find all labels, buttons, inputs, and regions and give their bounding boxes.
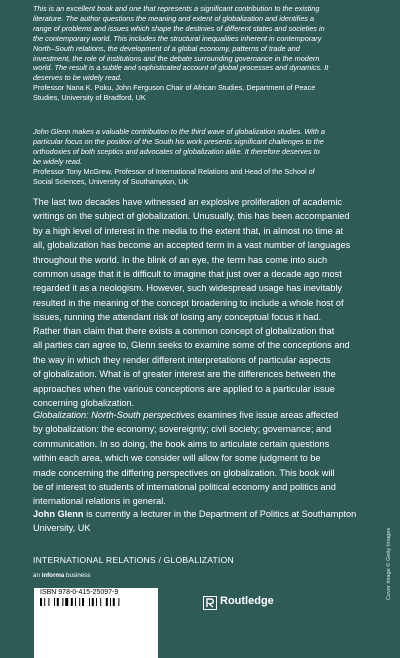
blurb-line: regarded it as a neologism. However, such widespread usage has inevitably bbox=[33, 283, 342, 294]
author-line: Social Sciences, University of Southampton, UK bbox=[33, 176, 189, 186]
blurb-line: resulted in the meaning of the concept broadening to include a whole host of bbox=[33, 297, 344, 308]
blurb-line: by a high level of interest in the media to the extent that, in almost no time at bbox=[33, 225, 343, 236]
quote-line: This is an excellent book and one that represents a significant contribution to the existing bbox=[33, 4, 320, 13]
barcode-bar bbox=[106, 598, 108, 606]
blurb-line: communication. In so doing, the book aims to articulate certain questions bbox=[33, 438, 330, 449]
author-bio bbox=[33, 507, 373, 536]
routledge-logo-icon bbox=[203, 596, 217, 610]
blurb-line: throughout the world. In the blink of an eye, the term has come into such bbox=[33, 254, 328, 265]
quote-line: orthodoxies of both sceptics and advocates of globalization alike. It therefore deserves to bbox=[33, 146, 320, 156]
bio-line: University, UK bbox=[33, 523, 91, 534]
barcode-bar bbox=[62, 598, 63, 606]
blurb-line: within each area, which we consider will allow for some judgment to be bbox=[33, 453, 321, 464]
quote-line: North–South relations, the development of a global economy, patterns of trade and bbox=[33, 43, 300, 53]
endorsement-2 bbox=[33, 127, 371, 186]
barcode-panel bbox=[34, 588, 158, 658]
quote-line: particular focus on the position of the South his work presents significant challenges to the bbox=[33, 136, 324, 146]
informa-brand: informa bbox=[41, 572, 65, 579]
informa-business-line bbox=[33, 572, 90, 579]
endorsement-1-quote bbox=[33, 4, 371, 83]
series-label: INTERNATIONAL RELATIONS / GLOBALIZATION bbox=[33, 555, 234, 565]
blurb-line: all parties can agree to, Glenn seeks to examine some of the conceptions and bbox=[33, 340, 350, 351]
barcode-bar bbox=[96, 598, 97, 606]
author-name: John Glenn bbox=[33, 509, 84, 519]
informa-suffix: business bbox=[64, 572, 91, 579]
blurb-line: writings on the subject of globalization. Unusually, this has been accompanied bbox=[33, 211, 350, 222]
barcode-bar bbox=[79, 598, 80, 606]
quote-line: range of problems and issues which shape the destinies of different states and societies in bbox=[33, 23, 325, 33]
quote-line: the contemporary world. This includes the structural inequalities inherent in contemporary bbox=[33, 33, 322, 43]
barcode-bar bbox=[118, 598, 119, 606]
blurb-line: made concerning the differing perspectives on globalization. This book will bbox=[33, 467, 335, 478]
barcode-bar bbox=[92, 598, 94, 606]
quote-line: world. The result is a subtle and sophisticated account of global processes and dynamics. It bbox=[33, 63, 329, 73]
author-line: Professor Tony McGrew, Professor of International Relations and Head of the School of bbox=[33, 166, 315, 176]
barcode-bar bbox=[89, 598, 90, 606]
barcode-bar bbox=[57, 598, 59, 606]
barcode-bar bbox=[44, 598, 45, 606]
blurb-line: issues, running the attendant risk of losing any conceptual focus it had. bbox=[33, 312, 322, 323]
barcode-bar bbox=[82, 598, 84, 606]
publisher-name: Routledge bbox=[220, 595, 274, 607]
barcode-bar bbox=[100, 598, 101, 606]
book-title: Globalization: North-South perspectives bbox=[33, 410, 195, 420]
quote-line: John Glenn makes a valuable contribution to the third wave of globalization studies. With a bbox=[33, 127, 325, 136]
endorsement-2-quote bbox=[33, 127, 371, 167]
barcode-bar bbox=[71, 598, 73, 606]
blurb-line: the way in which they render different interpretations of particular aspects bbox=[33, 354, 331, 365]
cover-image-credit: Cover image © Getty Images bbox=[386, 527, 392, 600]
endorsement-2-author bbox=[33, 167, 371, 187]
informa-prefix: an bbox=[33, 572, 42, 579]
blurb-line: Rather than claim that there exists a common concept of globalization that bbox=[33, 326, 335, 336]
blurb-line: approaches when the various conceptions are applied to a particular issue bbox=[33, 383, 335, 394]
barcode-bar bbox=[65, 598, 68, 606]
blurb-line: all, globalization has become an accepted term in a vast number of languages bbox=[33, 240, 351, 251]
blurb-line: be of interest to students of international political economy and politics and bbox=[33, 482, 336, 493]
blurb-paragraph-1 bbox=[33, 195, 373, 325]
barcode-bar bbox=[110, 598, 111, 606]
barcode-bar bbox=[113, 598, 115, 606]
quote-line: be widely read. bbox=[33, 156, 83, 166]
blurb-line: by globalization: the economy; sovereignty; civil society; governance; and bbox=[33, 424, 332, 435]
blurb-line: international relations in general. bbox=[33, 496, 166, 507]
blurb-line: examines five issue areas affected bbox=[194, 410, 339, 420]
blurb-line: concerning globalization. bbox=[33, 398, 135, 409]
quote-line: literature. The author questions the meaning and extent of globalization and identifies a bbox=[33, 13, 315, 23]
isbn-label: ISBN 978-0-415-25097-9 bbox=[40, 589, 119, 596]
barcode-bar bbox=[54, 598, 55, 606]
barcode-bar bbox=[75, 598, 76, 606]
barcode-bar bbox=[40, 598, 42, 606]
barcode-bar bbox=[48, 598, 49, 606]
author-line: Studies, University of Bradford, UK bbox=[33, 93, 146, 103]
endorsement-1 bbox=[33, 4, 371, 103]
quote-line: deserves to be widely read. bbox=[33, 73, 122, 83]
blurb-paragraph-2 bbox=[33, 324, 373, 410]
bio-line: is currently a lecturer in the Department of Politics at Southampton bbox=[83, 509, 357, 519]
blurb-paragraph-3 bbox=[33, 408, 373, 509]
endorsement-1-author bbox=[33, 83, 371, 103]
barcode-bars bbox=[40, 598, 152, 606]
blurb-line: of globalization. What is of greater interest are the differences between the bbox=[33, 369, 336, 380]
blurb-line: The last two decades have witnessed an explosive proliferation of academic bbox=[33, 197, 342, 207]
blurb-line: common usage that it is difficult to imagine that just over a decade ago most bbox=[33, 269, 342, 280]
quote-line: investment, the role of institutions and the debate surrounding governance in the modern bbox=[33, 53, 320, 63]
author-line: Professor Nana K. Poku, John Ferguson Chair of African Studies, Department of Peace bbox=[33, 83, 316, 93]
